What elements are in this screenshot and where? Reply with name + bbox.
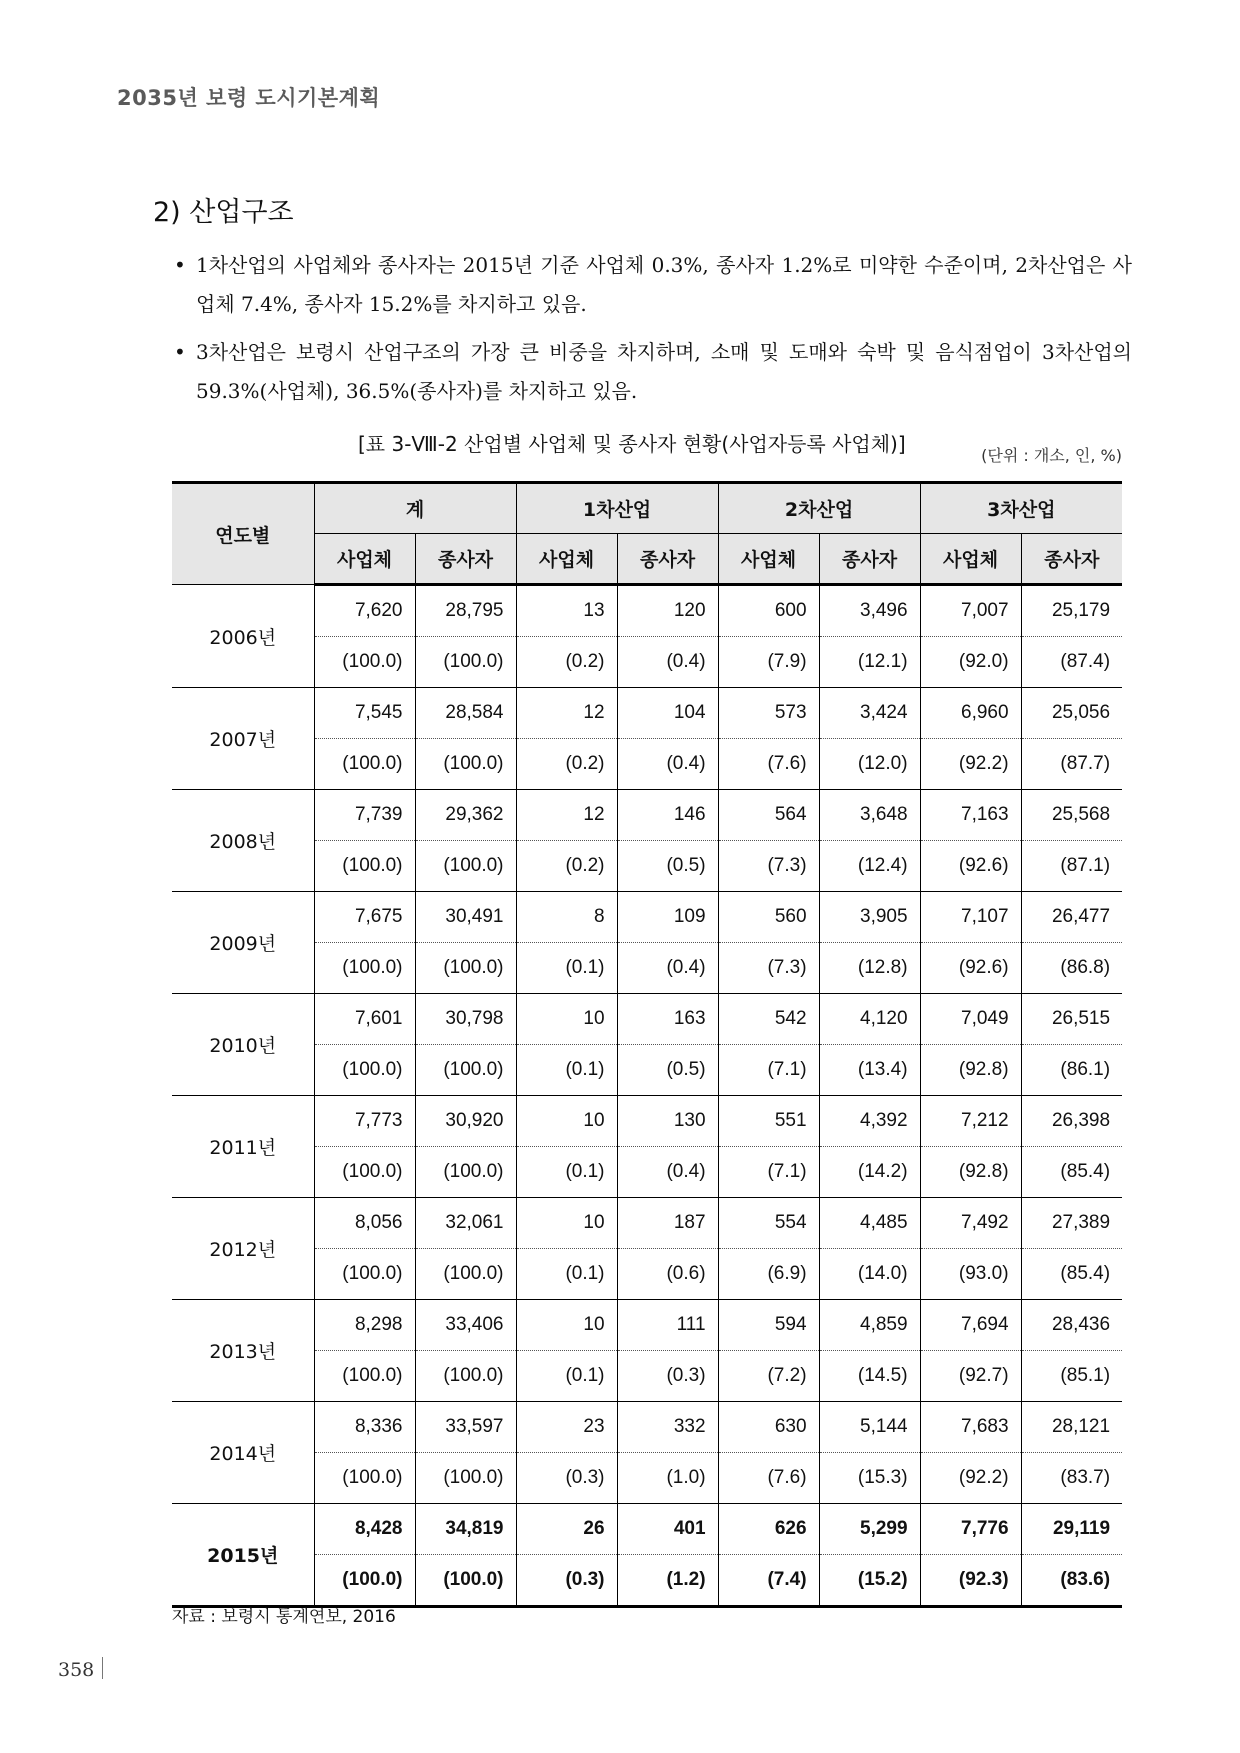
year-cell: 2008년 [172,790,314,892]
count-cell: 26 [516,1504,617,1555]
industry-statistics-table [172,481,1122,1608]
count-cell: 8,056 [314,1198,415,1249]
table-row [172,1504,1122,1555]
count-cell: 28,121 [1021,1402,1122,1453]
share-cell: (100.0) [415,1249,516,1300]
share-cell: (0.3) [516,1555,617,1607]
share-cell: (0.3) [617,1351,718,1402]
year-cell: 2013년 [172,1300,314,1402]
share-cell: (93.0) [920,1249,1021,1300]
share-cell: (86.1) [1021,1045,1122,1096]
count-cell: 3,424 [819,688,920,739]
sub-header: 사업체 [718,534,819,585]
table-row [172,1096,1122,1147]
share-cell: (0.3) [516,1453,617,1504]
count-cell: 10 [516,1096,617,1147]
count-cell: 600 [718,585,819,637]
share-cell: (0.2) [516,841,617,892]
share-cell: (100.0) [415,1147,516,1198]
share-cell: (7.1) [718,1147,819,1198]
count-cell: 187 [617,1198,718,1249]
count-cell: 7,007 [920,585,1021,637]
count-cell: 7,675 [314,892,415,943]
page-number [58,1657,103,1681]
count-cell: 3,648 [819,790,920,841]
share-cell: (100.0) [415,1453,516,1504]
share-cell: (14.2) [819,1147,920,1198]
count-cell: 13 [516,585,617,637]
count-cell: 111 [617,1300,718,1351]
count-cell: 7,683 [920,1402,1021,1453]
bullet-item: • 1차산업의 사업체와 종사자는 2015년 기준 사업체 0.3%, 종사자 1.2%로 미약한 수준이며, 2차산업은 사업체 7.4%, 종사자 15.2%를 차지하고 있음. [172,246,1132,324]
table-source: 자료 : 보령시 통계연보, 2016 [172,1607,396,1627]
share-cell: (14.0) [819,1249,920,1300]
table-row [172,943,1122,994]
count-cell: 3,905 [819,892,920,943]
share-cell: (1.0) [617,1453,718,1504]
share-cell: (7.6) [718,739,819,790]
share-cell: (0.4) [617,739,718,790]
share-cell: (92.6) [920,841,1021,892]
year-cell: 2007년 [172,688,314,790]
count-cell: 4,120 [819,994,920,1045]
share-cell: (92.2) [920,739,1021,790]
count-cell: 10 [516,1300,617,1351]
sub-header: 종사자 [415,534,516,585]
count-cell: 7,545 [314,688,415,739]
share-cell: (85.4) [1021,1147,1122,1198]
share-cell: (92.8) [920,1045,1021,1096]
table-row [172,1147,1122,1198]
count-cell: 6,960 [920,688,1021,739]
count-cell: 30,491 [415,892,516,943]
count-cell: 8,336 [314,1402,415,1453]
share-cell: (12.4) [819,841,920,892]
table-caption: [표 3-Ⅷ-2 산업별 사업체 및 종사자 현황(사업자등록 사업체)] [358,432,906,456]
share-cell: (7.1) [718,1045,819,1096]
share-cell: (92.0) [920,637,1021,688]
table-row [172,1249,1122,1300]
share-cell: (100.0) [415,841,516,892]
count-cell: 542 [718,994,819,1045]
count-cell: 573 [718,688,819,739]
count-cell: 401 [617,1504,718,1555]
count-cell: 163 [617,994,718,1045]
share-cell: (12.1) [819,637,920,688]
share-cell: (0.6) [617,1249,718,1300]
count-cell: 26,515 [1021,994,1122,1045]
share-cell: (100.0) [314,1045,415,1096]
share-cell: (83.6) [1021,1555,1122,1607]
group-header: 계 [314,483,516,534]
count-cell: 26,477 [1021,892,1122,943]
share-cell: (100.0) [314,1453,415,1504]
count-cell: 4,859 [819,1300,920,1351]
count-cell: 332 [617,1402,718,1453]
table-unit: (단위 : 개소, 인, %) [981,446,1122,465]
share-cell: (87.4) [1021,637,1122,688]
count-cell: 109 [617,892,718,943]
share-cell: (0.2) [516,637,617,688]
count-cell: 28,436 [1021,1300,1122,1351]
share-cell: (92.3) [920,1555,1021,1607]
table-row [172,1351,1122,1402]
bullet-item: • 3차산업은 보령시 산업구조의 가장 큰 비중을 차지하며, 소매 및 도매와 숙박 및 음식점업이 3차산업의 59.3%(사업체), 36.5%(종사자)를 차지하고 있음. [172,333,1132,411]
table-row [172,1045,1122,1096]
share-cell: (100.0) [314,637,415,688]
share-cell: (100.0) [415,739,516,790]
count-cell: 23 [516,1402,617,1453]
table-row [172,841,1122,892]
count-cell: 28,584 [415,688,516,739]
count-cell: 4,392 [819,1096,920,1147]
share-cell: (12.8) [819,943,920,994]
share-cell: (100.0) [314,1351,415,1402]
share-cell: (92.6) [920,943,1021,994]
count-cell: 4,485 [819,1198,920,1249]
count-cell: 630 [718,1402,819,1453]
year-cell: 2006년 [172,585,314,688]
page-number-text: 358 [58,1659,95,1681]
count-cell: 7,163 [920,790,1021,841]
share-cell: (7.2) [718,1351,819,1402]
count-cell: 7,776 [920,1504,1021,1555]
share-cell: (100.0) [314,739,415,790]
table-row [172,1300,1122,1351]
share-cell: (7.6) [718,1453,819,1504]
count-cell: 7,601 [314,994,415,1045]
share-cell: (92.2) [920,1453,1021,1504]
share-cell: (83.7) [1021,1453,1122,1504]
bullet-list [172,246,1132,420]
table-row [172,790,1122,841]
sub-header: 사업체 [314,534,415,585]
share-cell: (100.0) [314,943,415,994]
count-cell: 554 [718,1198,819,1249]
share-cell: (15.3) [819,1453,920,1504]
count-cell: 12 [516,790,617,841]
table-row [172,739,1122,790]
count-cell: 5,299 [819,1504,920,1555]
share-cell: (85.4) [1021,1249,1122,1300]
table-row [172,1402,1122,1453]
count-cell: 30,798 [415,994,516,1045]
count-cell: 7,773 [314,1096,415,1147]
table-row [172,994,1122,1045]
share-cell: (85.1) [1021,1351,1122,1402]
count-cell: 29,119 [1021,1504,1122,1555]
share-cell: (7.3) [718,943,819,994]
count-cell: 8,298 [314,1300,415,1351]
count-cell: 120 [617,585,718,637]
page-number-divider [102,1657,103,1679]
share-cell: (12.0) [819,739,920,790]
group-header: 3차산업 [920,483,1122,534]
count-cell: 146 [617,790,718,841]
count-cell: 34,819 [415,1504,516,1555]
count-cell: 27,389 [1021,1198,1122,1249]
share-cell: (87.7) [1021,739,1122,790]
share-cell: (7.3) [718,841,819,892]
share-cell: (100.0) [314,1249,415,1300]
count-cell: 10 [516,994,617,1045]
year-cell: 2009년 [172,892,314,994]
year-column-header: 연도별 [172,483,314,585]
share-cell: (100.0) [415,637,516,688]
table-row [172,585,1122,637]
count-cell: 626 [718,1504,819,1555]
share-cell: (15.2) [819,1555,920,1607]
year-cell: 2014년 [172,1402,314,1504]
share-cell: (0.1) [516,943,617,994]
share-cell: (0.1) [516,1045,617,1096]
count-cell: 3,496 [819,585,920,637]
share-cell: (100.0) [314,841,415,892]
share-cell: (100.0) [415,943,516,994]
count-cell: 7,620 [314,585,415,637]
share-cell: (13.4) [819,1045,920,1096]
share-cell: (0.4) [617,943,718,994]
share-cell: (87.1) [1021,841,1122,892]
count-cell: 26,398 [1021,1096,1122,1147]
year-cell: 2011년 [172,1096,314,1198]
count-cell: 5,144 [819,1402,920,1453]
year-cell: 2012년 [172,1198,314,1300]
share-cell: (0.1) [516,1249,617,1300]
table-row [172,1198,1122,1249]
share-cell: (100.0) [415,1351,516,1402]
count-cell: 10 [516,1198,617,1249]
count-cell: 12 [516,688,617,739]
share-cell: (100.0) [415,1555,516,1607]
count-cell: 594 [718,1300,819,1351]
count-cell: 130 [617,1096,718,1147]
count-cell: 28,795 [415,585,516,637]
count-cell: 32,061 [415,1198,516,1249]
count-cell: 7,694 [920,1300,1021,1351]
sub-header: 종사자 [1021,534,1122,585]
share-cell: (6.9) [718,1249,819,1300]
running-head: 2035년 보령 도시기본계획 [117,86,381,110]
sub-header: 종사자 [819,534,920,585]
share-cell: (100.0) [314,1147,415,1198]
count-cell: 551 [718,1096,819,1147]
table-row [172,1555,1122,1607]
count-cell: 104 [617,688,718,739]
section-title: 2) 산업구조 [153,197,294,228]
share-cell: (0.2) [516,739,617,790]
share-cell: (14.5) [819,1351,920,1402]
share-cell: (0.4) [617,637,718,688]
share-cell: (92.8) [920,1147,1021,1198]
share-cell: (100.0) [415,1045,516,1096]
count-cell: 29,362 [415,790,516,841]
count-cell: 30,920 [415,1096,516,1147]
count-cell: 8 [516,892,617,943]
share-cell: (0.5) [617,1045,718,1096]
share-cell: (0.1) [516,1351,617,1402]
count-cell: 25,179 [1021,585,1122,637]
share-cell: (100.0) [314,1555,415,1607]
sub-header: 사업체 [516,534,617,585]
share-cell: (92.7) [920,1351,1021,1402]
count-cell: 7,107 [920,892,1021,943]
share-cell: (86.8) [1021,943,1122,994]
count-cell: 7,212 [920,1096,1021,1147]
share-cell: (7.4) [718,1555,819,1607]
count-cell: 25,568 [1021,790,1122,841]
share-cell: (0.5) [617,841,718,892]
share-cell: (7.9) [718,637,819,688]
sub-header: 종사자 [617,534,718,585]
share-cell: (0.1) [516,1147,617,1198]
count-cell: 25,056 [1021,688,1122,739]
share-cell: (0.4) [617,1147,718,1198]
year-cell: 2015년 [172,1504,314,1607]
share-cell: (1.2) [617,1555,718,1607]
count-cell: 564 [718,790,819,841]
count-cell: 7,739 [314,790,415,841]
sub-header: 사업체 [920,534,1021,585]
table-row [172,892,1122,943]
count-cell: 7,492 [920,1198,1021,1249]
group-header: 2차산업 [718,483,920,534]
group-header: 1차산업 [516,483,718,534]
table-row [172,637,1122,688]
count-cell: 8,428 [314,1504,415,1555]
count-cell: 33,406 [415,1300,516,1351]
table-body [172,585,1122,1607]
table-row [172,688,1122,739]
table-row [172,1453,1122,1504]
count-cell: 33,597 [415,1402,516,1453]
year-cell: 2010년 [172,994,314,1096]
count-cell: 7,049 [920,994,1021,1045]
count-cell: 560 [718,892,819,943]
